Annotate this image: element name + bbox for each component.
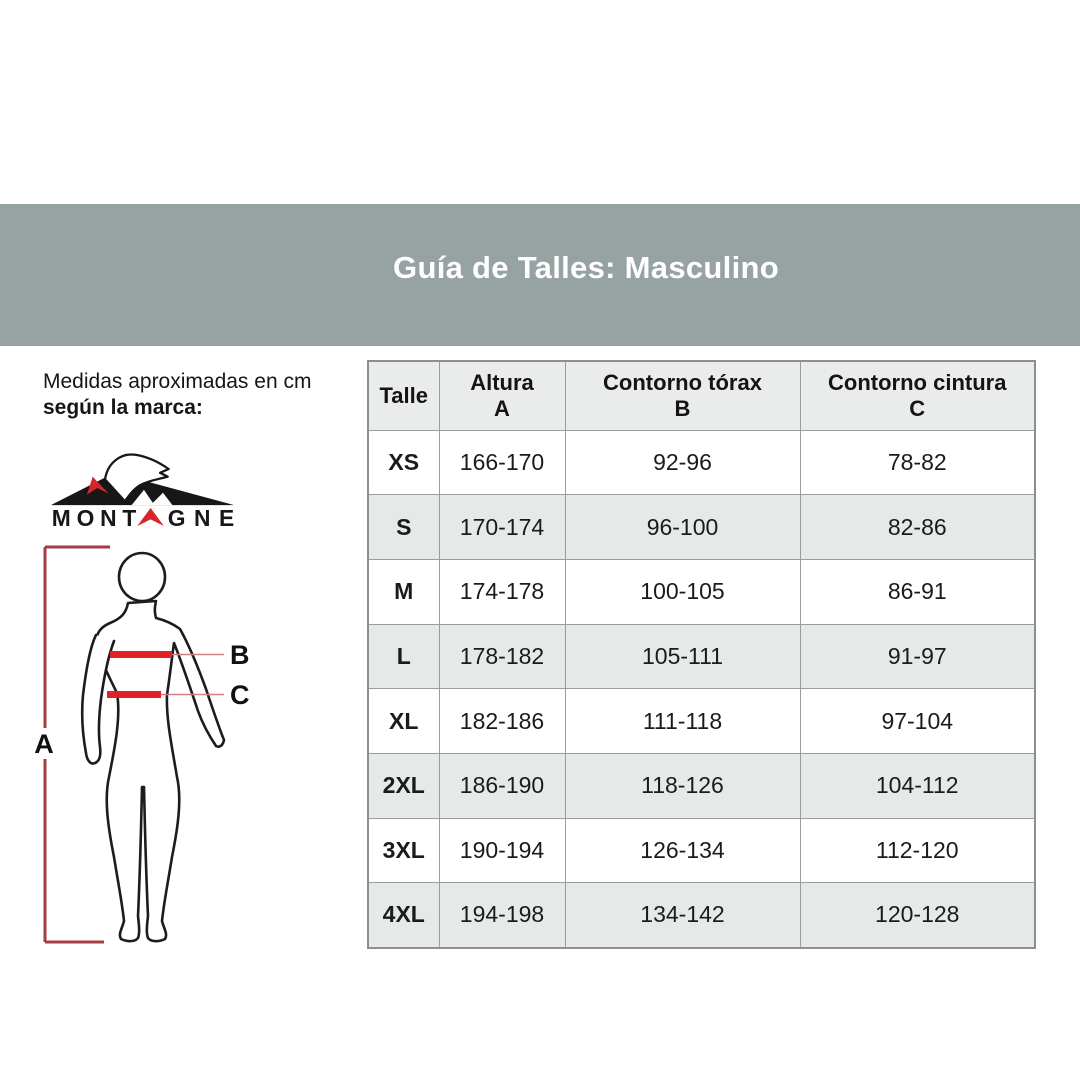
torax-cell: 105-111 [565,624,800,689]
torax-cell: 118-126 [565,753,800,818]
size-cell: M [368,559,439,624]
table-row [368,430,1035,495]
cintura-cell: 86-91 [800,559,1035,624]
torax-cell: 134-142 [565,883,800,948]
column-header-talle: Talle [368,361,439,430]
chest-bar [110,651,224,658]
size-cell: 3XL [368,818,439,883]
torax-cell: 126-134 [565,818,800,883]
table-header-row [368,361,1035,430]
altura-cell: 166-170 [439,430,565,495]
label-c: C [230,680,250,710]
size-cell: L [368,624,439,689]
torax-cell: 96-100 [565,495,800,560]
table-row [368,559,1035,624]
altura-cell: 194-198 [439,883,565,948]
wordmark-a-triangle-icon [137,508,164,526]
intro-line-1: Medidas aproximadas en cm [43,370,312,393]
cintura-cell: 120-128 [800,883,1035,948]
table-row [368,624,1035,689]
cintura-cell: 112-120 [800,818,1035,883]
altura-cell: 190-194 [439,818,565,883]
torax-cell: 111-118 [565,689,800,754]
montagne-wordmark [52,505,234,530]
page-title: Guía de Talles: Masculino [393,250,779,285]
table-row [368,883,1035,948]
table-row [368,689,1035,754]
cintura-cell: 82-86 [800,495,1035,560]
size-cell: XS [368,430,439,495]
cintura-cell: 78-82 [800,430,1035,495]
table-row [368,495,1035,560]
cintura-cell: 104-112 [800,753,1035,818]
size-table [367,360,1036,949]
wordmark-left: MONT [51,505,137,530]
column-header-torax: Contorno tórax B [565,361,800,430]
intro-text [43,369,311,421]
montagne-logo-graphic [48,446,238,530]
montagne-logo [48,446,238,530]
body-silhouette-diagram [28,535,258,950]
size-cell: XL [368,689,439,754]
altura-cell: 186-190 [439,753,565,818]
altura-cell: 170-174 [439,495,565,560]
size-cell: S [368,495,439,560]
altura-cell: 174-178 [439,559,565,624]
intro-line-2: según la marca: [43,396,203,419]
body-outline [82,553,224,941]
table-row [368,818,1035,883]
cintura-cell: 97-104 [800,689,1035,754]
torax-cell: 100-105 [565,559,800,624]
label-b: B [230,640,250,670]
torax-cell: 92-96 [565,430,800,495]
column-header-altura: Altura A [439,361,565,430]
column-header-cintura: Contorno cintura C [800,361,1035,430]
cintura-cell: 91-97 [800,624,1035,689]
size-cell: 2XL [368,753,439,818]
altura-cell: 182-186 [439,689,565,754]
body-silhouette-graphic [28,535,258,950]
label-a: A [34,729,54,759]
wordmark-right: GNE [167,505,235,530]
altura-cell: 178-182 [439,624,565,689]
head-outline [119,553,165,601]
size-cell: 4XL [368,883,439,948]
table-row [368,753,1035,818]
